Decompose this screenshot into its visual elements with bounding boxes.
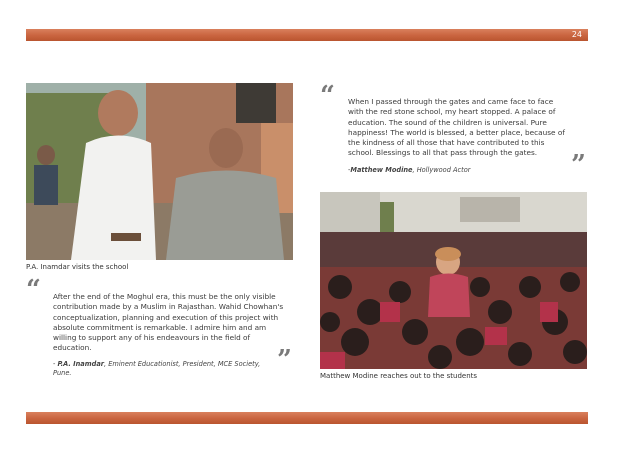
photo-modine-students [320,192,587,369]
close-quote-mark: ” [571,150,586,180]
quote-author: Matthew Modine [350,166,413,174]
caption-left-photo: P.A. Inamdar visits the school [26,263,129,271]
quote-modine-text: When I passed through the gates and came face to face with the red stone school, my heart stopped. A palace of education. The sound of the children is universal. Pure happiness! The world is blessed, a better place, because of the kindness of all those that have contributed to this school. Blessings to all that pass through the gates. [348,97,565,158]
page-number: 24 [571,30,582,39]
open-quote-mark: “ [320,81,335,111]
quote-modine-attribution: -Matthew Modine, Hollywood Actor [348,166,471,174]
close-quote-mark: ” [277,345,292,375]
top-decorative-band [26,29,588,41]
quote-author-role: , Hollywood Actor [412,166,471,174]
open-quote-mark: “ [26,275,41,305]
quote-inamdar-text: After the end of the Moghul era, this must be the only visible contribution made by a Muslim in Rajasthan. Wahid Chowhan's conceptualization, planning and execution of this project with absolute commitment is remarkable. I admire him and am willing to support any of his endeavours in the field of education. [53,292,284,353]
quote-author: P.A. Inamdar [57,360,105,368]
caption-right-photo: Matthew Modine reaches out to the students [320,372,478,380]
photo-inamdar-visit [26,83,293,260]
bottom-decorative-band [26,412,588,424]
quote-inamdar-attribution: - P.A. Inamdar, Eminent Educationist, President, MCE Society, Pune. [53,360,261,377]
quote-author-role: , Eminent Educationist, President, MCE Society, Pune. [53,360,261,377]
